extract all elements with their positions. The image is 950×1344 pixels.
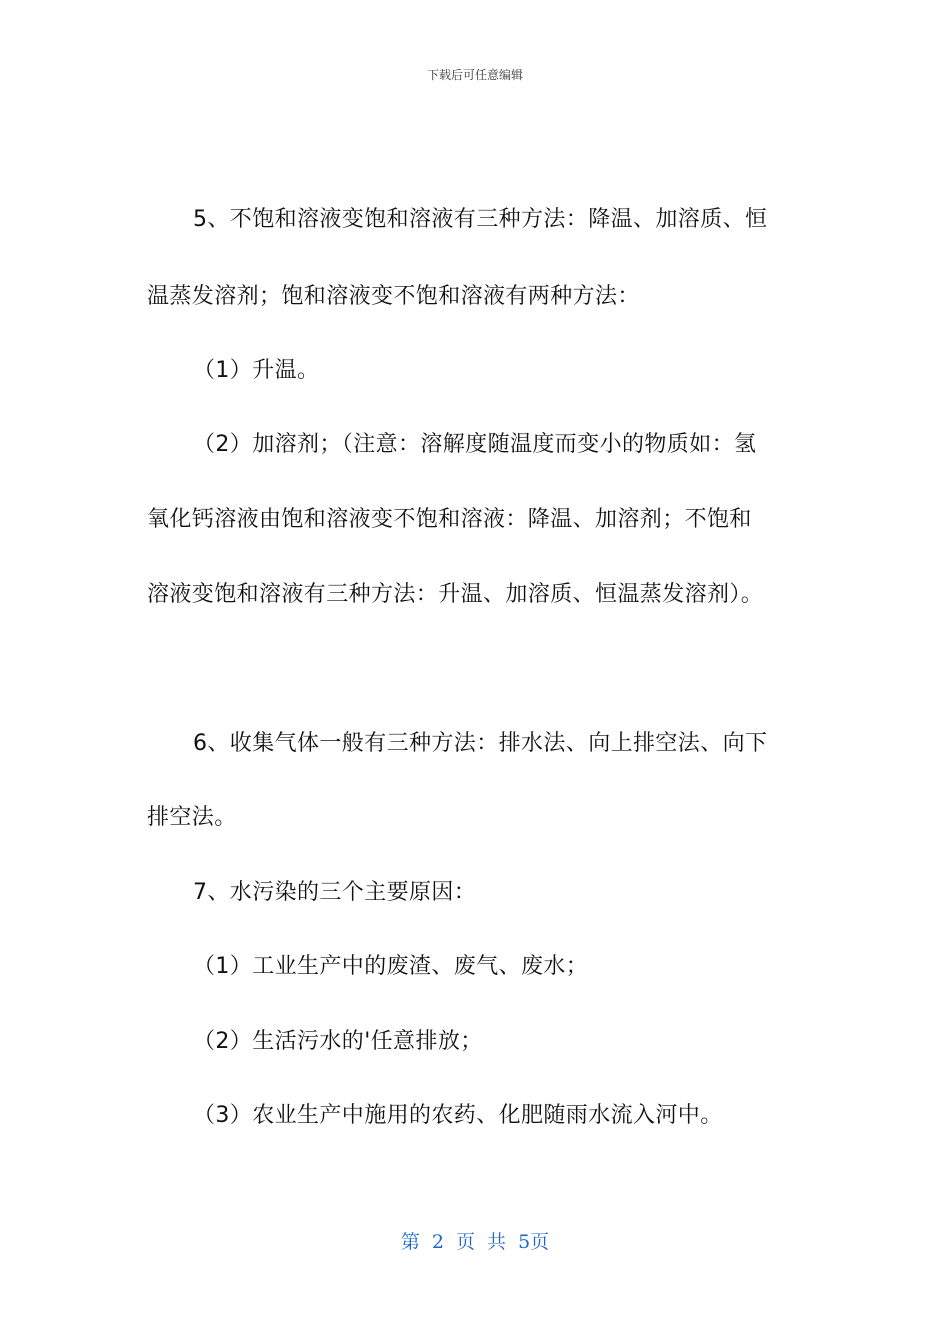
paragraph-line: 6、收集气体一般有三种方法：排水法、向上排空法、向下	[193, 731, 768, 756]
paragraph-line: 排空法。	[147, 805, 237, 830]
paragraph-line: （2）生活污水的'任意排放；	[193, 1029, 483, 1054]
paragraph-line: 温蒸发溶剂；饱和溶液变不饱和溶液有两种方法：	[147, 284, 640, 309]
paragraph-line: 7、水污染的三个主要原因：	[193, 880, 477, 905]
paragraph-line: （3）农业生产中施用的农药、化肥随雨水流入河中。	[193, 1103, 723, 1128]
paragraph-line: 溶液变饱和溶液有三种方法：升温、加溶质、恒温蒸发溶剂）。	[147, 582, 764, 607]
paragraph-line: （1）工业生产中的废渣、废气、废水；	[193, 954, 589, 979]
paragraph-line: 氧化钙溶液由饱和溶液变不饱和溶液：降温、加溶剂；不饱和	[147, 507, 752, 532]
page-footer: 第 2 页 共 5页	[400, 1231, 550, 1253]
page-header: 下载后可任意编辑	[426, 68, 523, 82]
paragraph-line: 5、不饱和溶液变饱和溶液有三种方法：降温、加溶质、恒	[193, 207, 768, 232]
paragraph-line: （1）升温。	[193, 358, 320, 383]
paragraph-line: （2）加溶剂；（注意：溶解度随温度而变小的物质如：氢	[193, 432, 757, 457]
